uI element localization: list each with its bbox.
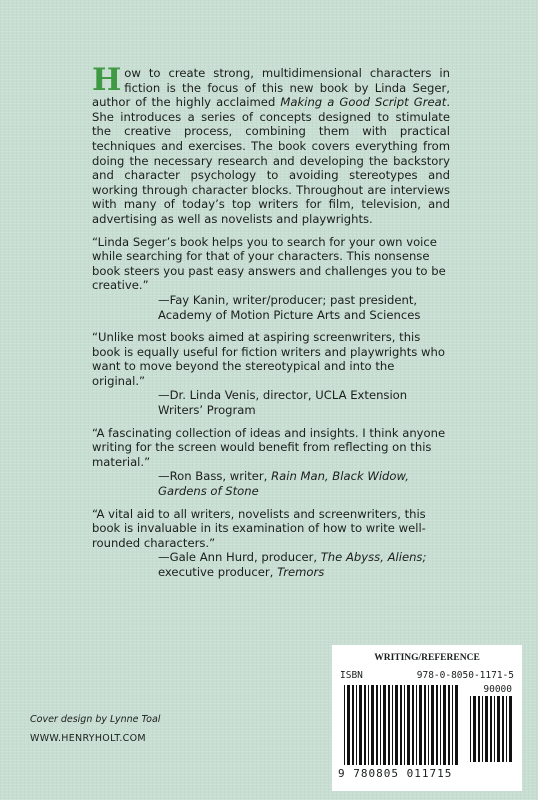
barcode-bar: [388, 685, 390, 765]
barcode-bar: [356, 685, 357, 765]
ean-barcode: [344, 685, 462, 765]
drop-cap: H: [92, 62, 122, 98]
price-code: 90000: [483, 684, 512, 695]
category-label: WRITING/REFERENCE: [374, 653, 480, 663]
endorsement-venis: [92, 330, 450, 418]
barcode-bar: [424, 685, 426, 765]
attribution-line: —Dr. Linda Venis, director, UCLA Extension: [158, 388, 408, 403]
barcode-bar: [368, 685, 369, 765]
barcode-bar: [502, 696, 504, 762]
barcode-bar: [473, 696, 476, 762]
barcode-bar: [364, 685, 366, 765]
barcode-bar: [404, 685, 405, 765]
addon-barcode: [470, 696, 512, 762]
quote-attribution: [158, 293, 450, 322]
barcode-bar: [352, 685, 354, 765]
barcode-bar: [470, 696, 471, 762]
barcode-bar: [412, 685, 414, 765]
attributed-works: Gardens of Stone: [158, 484, 259, 499]
barcode-bar: [485, 696, 488, 762]
ean-digits: 9 780805 011715: [338, 767, 453, 780]
barcode-panel: [332, 645, 522, 791]
barcode-bar: [419, 685, 422, 765]
barcode-bar: [376, 685, 378, 765]
barcode-bar: [431, 685, 434, 765]
book-description: [92, 62, 450, 227]
back-cover-copy: [92, 62, 450, 588]
barcode-bar: [347, 685, 350, 765]
quote-text: “Unlike most books aimed at aspiring screenwriters, this book is equally useful for fiction writers and playwrights who want to move beyond the stereotypical and into the original.”: [92, 330, 445, 388]
attribution-line: executive producer,: [158, 565, 278, 579]
attribution-line: Academy of Motion Picture Arts and Sciences: [158, 307, 421, 322]
barcode-bar: [478, 696, 480, 762]
barcode-bar: [371, 685, 374, 765]
quote-attribution: [158, 469, 450, 498]
isbn-label: ISBN: [340, 670, 363, 681]
referenced-book-title: Making a Good Script Great: [280, 95, 447, 110]
barcode-bar: [436, 685, 438, 765]
barcode-bar: [497, 696, 500, 762]
barcode-bar: [400, 685, 402, 765]
attributed-works: Rain Man, Black Widow,: [271, 469, 409, 484]
attribution-line: —Gale Ann Hurd, producer,: [158, 550, 321, 565]
barcode-bar: [452, 685, 453, 765]
barcode-bar: [490, 696, 492, 762]
quote-attribution: [158, 388, 450, 417]
isbn-line: [340, 670, 514, 681]
barcode-bar: [482, 696, 483, 762]
barcode-bar: [440, 685, 441, 765]
barcode-bar: [407, 685, 410, 765]
barcode-bar: [359, 685, 362, 765]
barcode-bar: [344, 685, 345, 765]
endorsement-kanin: [92, 235, 450, 323]
barcode-bar: [494, 696, 495, 762]
endorsement-bass: [92, 426, 450, 499]
attribution-line: —Fay Kanin, writer/producer; past president,: [158, 292, 418, 307]
attribution-line: —Ron Bass, writer,: [158, 469, 272, 484]
barcode-bar: [395, 685, 398, 765]
barcode-bar: [448, 685, 450, 765]
barcode-bar: [455, 685, 458, 765]
endorsement-hurd: [92, 507, 450, 580]
barcode-bar: [383, 685, 386, 765]
barcode-bar: [392, 685, 393, 765]
barcode-bar: [416, 685, 417, 765]
cover-credits: [30, 714, 160, 745]
attribution-line: Writers’ Program: [158, 403, 256, 418]
barcode-bar: [443, 685, 446, 765]
description-part-2: . She introduces a series of concepts designed to stimulate the creative process, combining them with practical techniques and exercises. The book covers everything from doing the necessary research and developing the backstory and character psychology to avoiding stereotypes and working through character blocks. Throughout are interviews with many of today’s top writers for film, television, and advertising as well as novelists and playwrights.: [92, 95, 450, 226]
cover-design-credit: Cover design by Lynne Toal: [30, 714, 161, 725]
description-part-1: ow to create strong, multidimensional characters in fiction is the focus of this new book by Linda Seger, author of the highly acclaimed: [92, 66, 450, 110]
attributed-works: The Abyss, Aliens;: [320, 550, 427, 565]
barcode-bar: [509, 696, 512, 762]
barcode-bar: [506, 696, 507, 762]
attributed-works: Tremors: [277, 565, 325, 579]
barcode-bar: [428, 685, 429, 765]
publisher-website: WWW.HENRYHOLT.COM: [30, 733, 146, 744]
quote-text: “Linda Seger’s book helps you to search for your own voice while searching for that of your characters. This nonsense book steers you past easy answers and challenges you to be creative.”: [92, 234, 446, 293]
barcode-bar: [380, 685, 381, 765]
quote-attribution: [158, 550, 450, 579]
quote-text: “A vital aid to all writers, novelists and screenwriters, this book is invaluable in its examination of how to write well-rounded characters.”: [92, 506, 426, 550]
isbn-number: 978-0-8050-1171-5: [416, 670, 514, 681]
quote-text: “A fascinating collection of ideas and insights. I think anyone writing for the screen would benefit from reflecting on this material.”: [92, 425, 446, 469]
